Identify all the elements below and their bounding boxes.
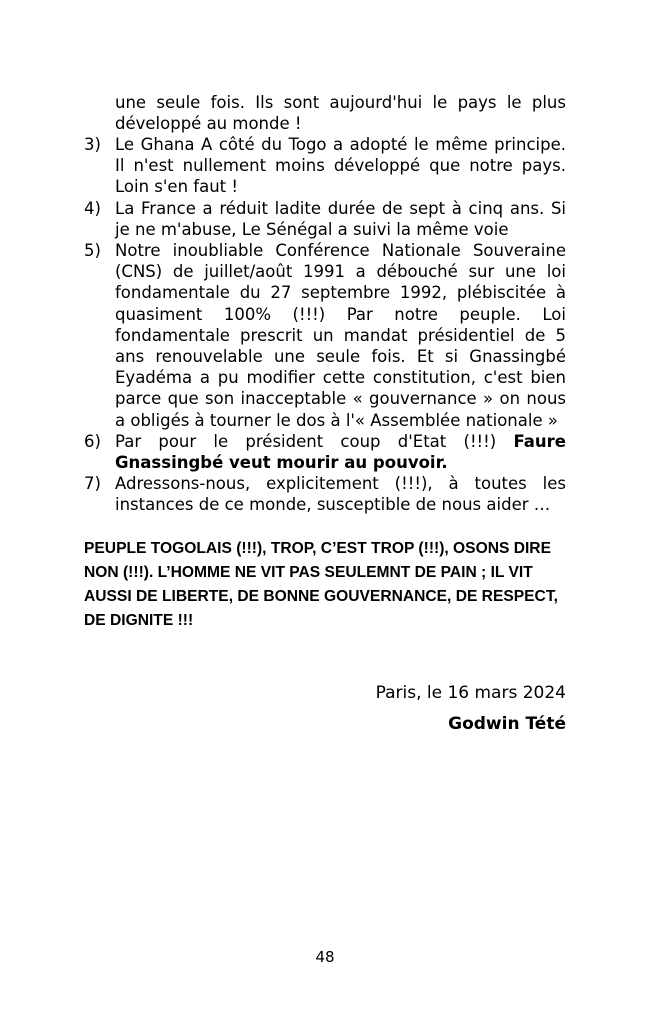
author-signature: Godwin Tété <box>448 714 566 734</box>
list-item-text: Adressons-nous, explicitement (!!!), à toutes les instances de ce monde, susceptible de nous aider … <box>115 474 566 515</box>
continuation-paragraph: une seule fois. Ils sont aujourd'hui le pays le plus développé au monde ! <box>115 93 566 134</box>
list-item <box>84 473 566 515</box>
list-item-text: Notre inoubliable Conférence Nationale Souveraine (CNS) de juillet/août 1991 a débouché sur une loi fondamentale du 27 septembre 1992, plébiscitée à quasiment 100% (!!!) Par notre peuple. Loi fondamentale prescrit un mandat présidentiel de 5 ans renouvelable une seule fois. Et si Gnassingbé Eyadéma a pu modifier cette constitution, c'est bien parce que son inacceptable « gouvernance » on nous a obligés à tourner le dos à l'« Assemblée nationale » <box>115 241 566 430</box>
list-item <box>84 134 566 198</box>
list-item-number: 3) <box>84 135 101 154</box>
list-item-text: La France a réduit ladite durée de sept à cinq ans. Si je ne m'abuse, Le Sénégal a suivi la même voie <box>115 198 566 239</box>
list-item-text: Par pour le président coup d'Etat (!!!) <box>115 431 514 451</box>
list-item-number: 6) <box>84 431 101 451</box>
page-number: 48 <box>315 948 335 966</box>
list-item-number: 5) <box>84 241 101 261</box>
list-item <box>84 240 566 431</box>
list-item-number: 7) <box>84 474 101 494</box>
call-to-action-paragraph: PEUPLE TOGOLAIS (!!!), TROP, C’EST TROP (!!!), OSONS DIRE NON (!!!). L’HOMME NE VIT PAS SEULEMNT DE PAIN ; IL VIT AUSSI DE LIBERTE, DE BONNE GOUVERNANCE, DE RESPECT, DE DIGNITE !!! <box>84 540 558 629</box>
list-item <box>84 431 566 473</box>
list-item <box>84 198 566 240</box>
list-item-bold-text: Faure Gnassingbé veut mourir au pouvoir. <box>115 431 566 473</box>
place-date: Paris, le 16 mars 2024 <box>375 683 566 703</box>
list-item-number: 4) <box>84 198 101 218</box>
numbered-list <box>84 134 566 516</box>
list-item-text: Le Ghana A côté du Togo a adopté le même principe. Il n'est nullement moins développé que notre pays. Loin s'en faut ! <box>115 135 566 197</box>
